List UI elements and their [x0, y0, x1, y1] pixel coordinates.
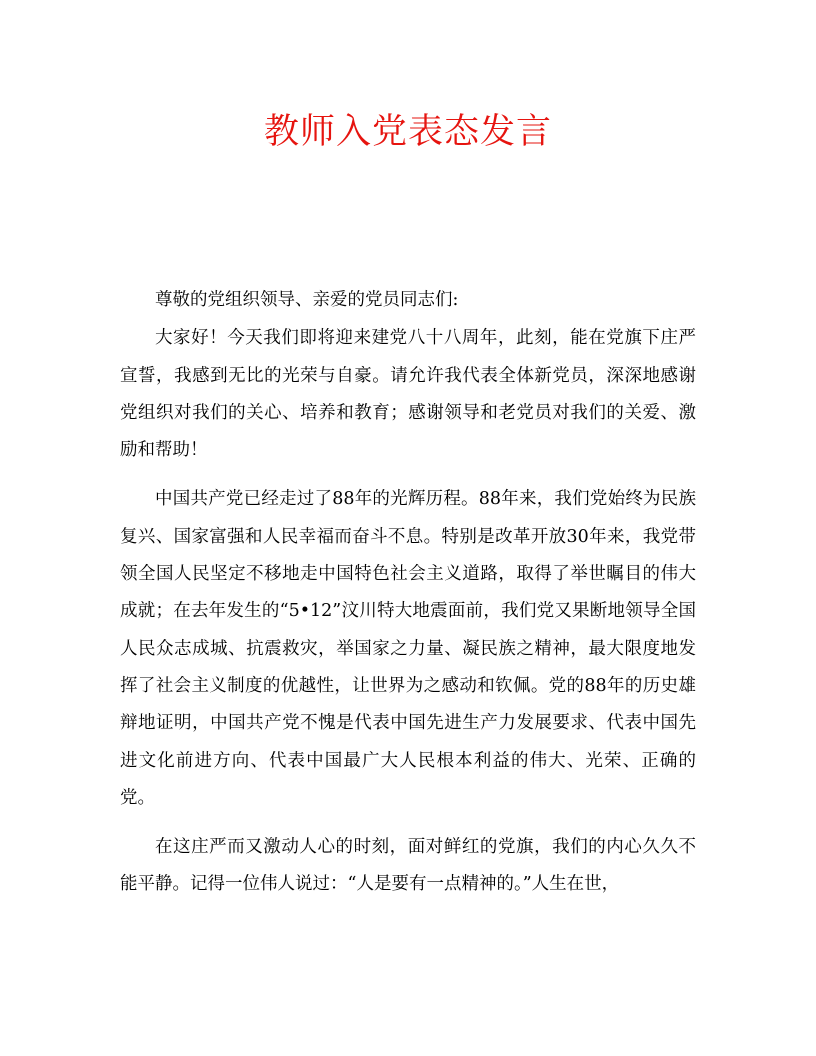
salutation-paragraph: 尊敬的党组织领导、亲爱的党员同志们: — [155, 290, 459, 310]
greeting-paragraph: 大家好！今天我们即将迎来建党八十八周年，此刻，能在党旗下庄严宣誓，我感到无比的光荣与自豪。请允许我代表全体新党员，深深地感谢党组织对我们的关心、培养和教育；感谢领导和老党员对我们的关爱、激励和帮助！ — [120, 328, 696, 461]
history-paragraph: 中国共产党已经走过了88年的光辉历程。88年来，我们党始终为民族复兴、国家富强和人民幸福而奋斗不息。特别是改革开放30年来，我党带领全国人民坚定不移地走中国特色社会主义道路，取得了举世瞩目的伟大成就；在去年发生的“5•12”汶川特大地震面前，我们党又果断地领导全国人民众志成城、抗震救灾，举国家之力量、凝民族之精神，最大限度地发挥了社会主义制度的优越性，让世界为之感动和钦佩。党的88年的历史雄辩地证明，中国共产党不愧是代表中国先进生产力发展要求、代表中国先进文化前进方向、代表中国最广大人民根本利益的伟大、光荣、正确的党。 — [120, 489, 696, 808]
document-title: 教师入党表态发言 — [263, 112, 552, 152]
document-body — [120, 282, 696, 904]
closing-paragraph: 在这庄严而又激动人心的时刻，面对鲜红的党旗，我们的内心久久不能平静。记得一位伟人说过：“人是要有一点精神的。”人生在世， — [120, 837, 696, 895]
